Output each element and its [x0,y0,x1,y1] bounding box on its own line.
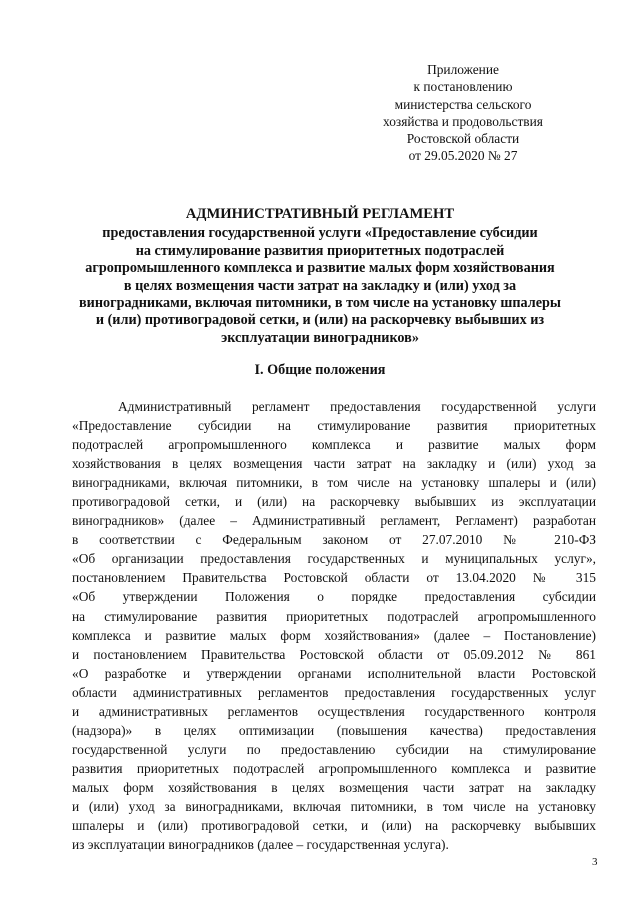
title-main: АДМИНИСТРАТИВНЫЙ РЕГЛАМЕНТ [185,206,455,222]
body-line: виноградников» (далее – Административный регламент, Регламент) разработан [72,513,596,529]
body-line: подотраслей агропромышленного комплекса и развитие малых форм [72,437,596,453]
body-line: «О разработке и утверждении органами исполнительной власти Ростовской [72,665,596,681]
title-line: в целях возмещения части затрат на закладку и (или) уход за [123,277,517,294]
appendix-line: Приложение [427,62,499,77]
body-line: развития приоритетных подотраслей агропромышленного комплекса и развитие [72,760,596,776]
body-line: шпалеры и (или) противоградовой сетки, и (или) на раскорчевку выбывших [72,818,596,834]
body-line: противоградовой сетки, и (или) на раскорчевку выбывших из эксплуатации [72,494,596,510]
body-line: хозяйствования в целях возмещения части затрат на закладку и (или) уход за [72,456,596,472]
appendix-line: хозяйства и продовольствия [383,113,543,129]
body-line: в соответствии с Федеральным законом от 27.07.2010 № 210-ФЗ [72,532,596,548]
body-line: и (или) уход за виноградниками, включая питомники, в том числе на установку [72,798,596,814]
body-line: и административных регламентов осуществления государственного контроля [72,703,596,719]
page-number: 3 [592,856,598,868]
body-line: области административных регламентов предоставления государственных услуг [72,684,596,700]
body-line: комплекса и развитие малых форм хозяйствования» (далее – Постановление) [72,627,596,643]
section-heading: I. Общие положения [254,362,386,378]
body-line: и постановлением Правительства Ростовской области от 05.09.2012 № 861 [72,646,596,662]
appendix-line: министерства сельского [394,96,532,112]
body-line: виноградниками, включая питомники, в том числе на установку шпалеры и (или) [72,475,596,491]
title-line: на стимулирование развития приоритетных подотраслей [135,242,505,259]
title-line: агропромышленного комплекса и развитие малых форм хозяйствования [85,260,555,277]
title-line: и (или) противоградовой сетки, и (или) на раскорчевку выбывших из [95,312,545,329]
appendix-line: Ростовской области [406,131,520,147]
body-line: (надзора)» в целях оптимизации (повышения качества) предоставления [72,722,596,738]
body-line: малых форм хозяйствования в целях возмещения части затрат на закладку [72,779,596,795]
body-line: «Предоставление субсидии на стимулирование развития приоритетных [72,418,596,434]
body-line: Административный регламент предоставления государственной услуги [118,399,596,414]
body-line: «Об организации предоставления государственных и муниципальных услуг», [72,551,596,567]
appendix-line: к постановлению [413,79,513,95]
appendix-block [358,61,568,165]
appendix-line: от 29.05.2020 № 27 [408,148,518,164]
body-line: на стимулирование развития приоритетных подотраслей агропромышленного [72,608,596,624]
title-line: предоставления государственной услуги «Предоставление субсидии [102,225,538,242]
body-line: из эксплуатации виноградников (далее – государственная услуга). [72,837,449,853]
body-paragraph [72,397,596,854]
body-line: постановлением Правительства Ростовской области от 13.04.2020 № 315 [72,570,596,586]
document-title [60,206,580,347]
body-line: «Об утверждении Положения о порядке предоставления субсидии [72,589,596,605]
body-line: государственной услуги по предоставлению субсидии на стимулирование [72,741,596,757]
title-line: виноградниками, включая питомники, в том числе на установку шпалеры [79,295,561,312]
title-line: эксплуатации виноградников» [221,329,419,346]
